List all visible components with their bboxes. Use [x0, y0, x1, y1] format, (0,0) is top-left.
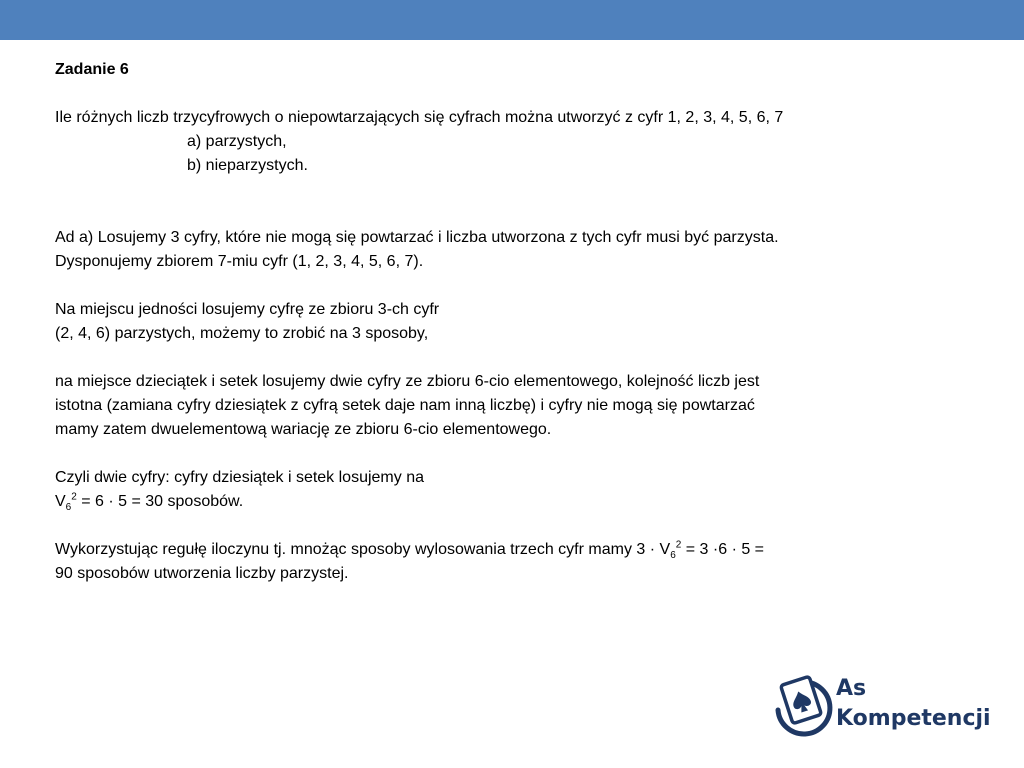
solution-paragraph-2 — [55, 298, 995, 346]
variation-formula — [55, 490, 995, 514]
top-banner — [0, 0, 1024, 40]
solution-paragraph-3 — [55, 370, 995, 442]
option-a: a) parzystych, — [187, 133, 287, 150]
spade-card-icon — [770, 670, 834, 744]
formula-symbol: V — [55, 493, 66, 510]
question-text: Ile różnych liczb trzycyfrowych o niepowtarzających się cyfrach można utworzyć z cyfr 1, 2, 3, 4, 5, 6, 7 — [55, 109, 784, 126]
solution-line: istotna (zamiana cyfry dziesiątek z cyfrą setek daje nam inną liczbę) i cyfry nie mogą się powtarzać — [55, 397, 755, 414]
slide-content — [55, 58, 995, 610]
solution-paragraph-1 — [55, 226, 995, 274]
solution-line: Dysponujemy zbiorem 7-miu cyfr (1, 2, 3, 4, 5, 6, 7). — [55, 253, 424, 270]
solution-line: mamy zatem dwuelementową wariację ze zbioru 6-cio elementowego. — [55, 421, 552, 438]
logo — [770, 670, 1000, 744]
solution-line: na miejsce dzieciątek i setek losujemy dwie cyfry ze zbioru 6-cio elementowego, kolejność liczb jest — [55, 373, 760, 390]
formula-rest: = 6 · 5 = 30 sposobów. — [76, 493, 244, 510]
logo-text — [836, 674, 991, 734]
logo-line-1: As — [836, 676, 867, 701]
formula-superscript: 2 — [71, 491, 77, 503]
formula-subscript: 6 — [670, 550, 676, 562]
solution-line: Na miejscu jedności losujemy cyfrę ze zbioru 3-ch cyfr — [55, 301, 440, 318]
solution-line: 90 sposobów utworzenia liczby parzystej. — [55, 565, 349, 582]
formula-rest: = 3 ·6 · 5 = — [681, 541, 765, 558]
formula-superscript: 2 — [675, 539, 682, 551]
solution-line: (2, 4, 6) parzystych, możemy to zrobić na 3 sposoby, — [55, 325, 429, 342]
solution-line: Ad a) Losujemy 3 cyfry, które nie mogą się powtarzać i liczba utworzona z tych cyfr musi być parzysta. — [55, 229, 779, 246]
solution-paragraph-4 — [55, 466, 995, 514]
task-title: Zadanie 6 — [55, 61, 129, 78]
logo-line-2: Kompetencji — [836, 706, 991, 731]
option-b: b) nieparzystych. — [187, 157, 308, 174]
product-rule-formula — [55, 538, 995, 562]
solution-line: Czyli dwie cyfry: cyfry dziesiątek i setek losujemy na — [55, 469, 424, 486]
solution-paragraph-5 — [55, 538, 995, 586]
formula-subscript: 6 — [65, 502, 72, 514]
formula-start: Wykorzystując regułę iloczynu tj. mnożąc sposoby wylosowania trzech cyfr mamy 3 · V — [55, 541, 671, 558]
question — [55, 106, 995, 178]
